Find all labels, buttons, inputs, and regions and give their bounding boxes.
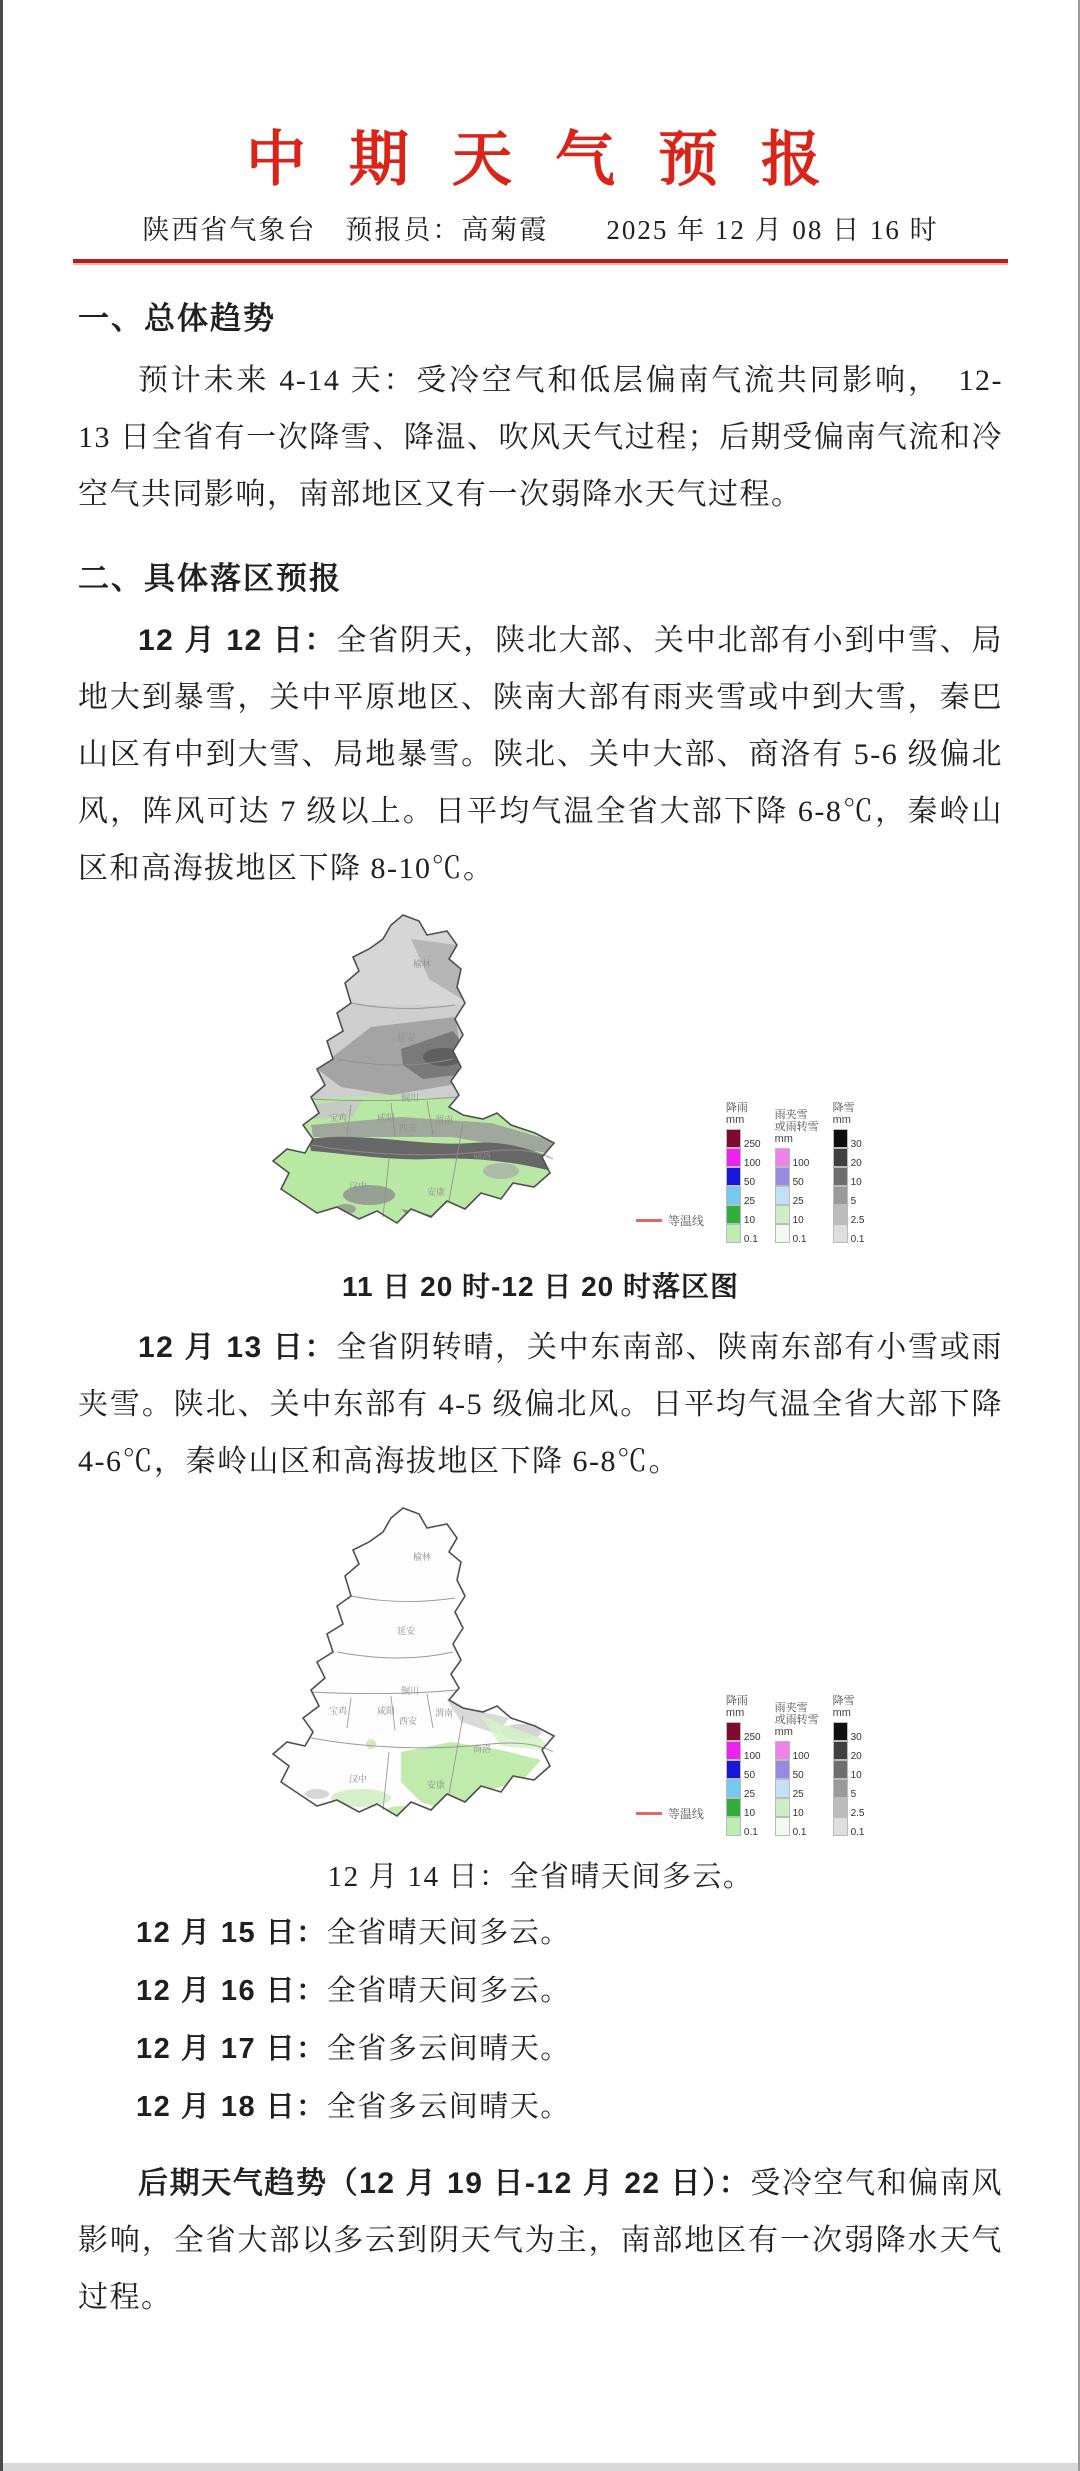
map1-caption: 11 日 20 时-12 日 20 时落区图 (341, 1271, 740, 1302)
legend-rain-unit: mm (725, 1114, 745, 1126)
svg-text:延安: 延安 (396, 1626, 415, 1636)
later-outlook-paragraph (78, 2155, 1003, 2326)
forecast-dec12 (78, 612, 1003, 897)
forecast-dec13 (78, 1319, 1003, 1490)
map1-legend (636, 1102, 865, 1243)
meta-line: 陕西省气象台 预报员：高菊霞 2025 年 12 月 08 日 16 时 (73, 208, 1008, 263)
page-title: 中 期 天 气 预 报 (246, 127, 835, 193)
legend-sleet-subtitle: 或雨转雪 (774, 1714, 819, 1726)
isoline-legend (636, 1212, 704, 1229)
forecast-dec12-date: 12 月 12 日： (138, 624, 337, 657)
legend-sleet-subtitle: 或雨转雪 (774, 1121, 819, 1133)
forecast-dec15-date: 12 月 15 日： (136, 1917, 327, 1949)
svg-text:咸阳: 咸阳 (376, 1706, 395, 1716)
isoline-label: 等温线 (667, 1214, 704, 1228)
forecast-dec13-date: 12 月 13 日： (138, 1331, 337, 1364)
forecast-dec16 (78, 1971, 1003, 2011)
legend-rain-title: 降雨 (725, 1695, 748, 1707)
forecast-dec17-date: 12 月 17 日： (136, 2033, 327, 2065)
svg-text:商洛: 商洛 (472, 1744, 491, 1754)
map2-fill-regions (251, 1502, 571, 1842)
isoline-swatch (636, 1219, 662, 1222)
svg-text:安康: 安康 (426, 1187, 445, 1197)
forecast-dec18-date: 12 月 18 日： (136, 2091, 327, 2123)
section-heading-overall-trend: 一、总体趋势 (78, 301, 276, 336)
legend-rain: 降雨 mm 250 100 50 25 10 0.1 (725, 1102, 761, 1245)
map1-fill-regions (251, 909, 571, 1249)
forecast-dec18 (78, 2087, 1003, 2127)
legend-snow: 降雪 mm 30 20 10 5 2.5 0.1 (832, 1102, 865, 1245)
forecast-dec14-text: 全省晴天间多云。 (509, 1861, 754, 1893)
legend-sleet-unit: mm (774, 1726, 793, 1738)
svg-text:西安: 西安 (398, 1716, 417, 1726)
legend-rain-title: 降雨 (725, 1102, 748, 1114)
svg-text:渭南: 渭南 (434, 1115, 453, 1125)
legend-sleet-title: 雨夹雪 (774, 1109, 808, 1121)
shaanxi-map-dec13 (211, 1502, 611, 1842)
svg-text:宝鸡: 宝鸡 (328, 1706, 347, 1716)
svg-text:宝鸡: 宝鸡 (328, 1113, 347, 1123)
svg-text:榆林: 榆林 (412, 1552, 431, 1562)
isoline-legend (636, 1805, 704, 1822)
legend-snow: 降雪 mm 30 20 10 5 2.5 0.1 (832, 1695, 865, 1838)
isoline-swatch (636, 1812, 662, 1815)
forecast-dec13-text: 全省阴转晴，关中东南部、陕南东部有小雪或雨夹雪。陕北、关中东部有 4-5 级偏北风。日平均气温全省大部下降 4-6℃，秦岭山区和高海拔地区下降 6-8℃。 (78, 1331, 1004, 1478)
legend-sleet: 雨夹雪 或雨转雪 mm 100 50 25 10 0.1 (774, 1702, 819, 1838)
svg-text:商洛: 商洛 (472, 1151, 491, 1161)
svg-text:咸阳: 咸阳 (376, 1113, 395, 1123)
svg-text:安康: 安康 (426, 1780, 445, 1790)
svg-text:榆林: 榆林 (412, 959, 431, 969)
legend-snow-unit: mm (832, 1114, 851, 1126)
legend-rain-unit: mm (725, 1707, 745, 1719)
svg-text:西安: 西安 (398, 1123, 417, 1133)
forecast-dec15-text: 全省晴天间多云。 (326, 1917, 571, 1949)
forecast-dec16-text: 全省晴天间多云。 (326, 1975, 571, 2007)
shaanxi-map-dec12 (211, 909, 611, 1249)
svg-text:铜川: 铜川 (400, 1093, 419, 1103)
page-bottom-edge (3, 2463, 1078, 2471)
forecast-dec17-text: 全省多云间晴天。 (326, 2033, 571, 2065)
precip-map-dec13 (211, 1502, 871, 1842)
map2-legend (636, 1695, 865, 1836)
forecast-dec16-date: 12 月 16 日： (136, 1975, 327, 2007)
legend-sleet-unit: mm (774, 1133, 793, 1145)
forecast-dec14-date: 12 月 14 日： (327, 1861, 510, 1893)
legend-snow-title: 降雪 (832, 1102, 855, 1114)
forecast-dec15 (78, 1913, 1003, 1953)
overall-trend-paragraph: 预计未来 4-14 天：受冷空气和低层偏南气流共同影响， 12-13 日全省有一次降雪、降温、吹风天气过程；后期受偏南气流和冷空气共同影响，南部地区又有一次弱降水天气过程。 (78, 364, 1003, 511)
isoline-label: 等温线 (667, 1807, 704, 1821)
forecast-dec12-text: 全省阴天，陕北大部、关中北部有小到中雪、局地大到暴雪，关中平原地区、陕南大部有雨夹雪或中到大雪，秦巴山区有中到大雪、局地暴雪。陕北、关中大部、商洛有 5-6 级偏北风，阵风可达 7 级以上。日平均气温全省大部下降 6-8℃，秦岭山区和高海拔地区下降 8-10℃。 (78, 624, 1004, 885)
svg-text:渭南: 渭南 (434, 1708, 453, 1718)
legend-rain: 降雨 mm 250 100 50 25 10 0.1 (725, 1695, 761, 1838)
forecast-dec17 (78, 2029, 1003, 2069)
later-outlook-text: 受冷空气和偏南风影响，全省大部以多云到阴天气为主，南部地区有一次弱降水天气过程。 (78, 2167, 1004, 2314)
legend-snow-unit: mm (832, 1707, 851, 1719)
later-outlook-lead: 后期天气趋势（12 月 19 日-12 月 22 日）： (138, 2167, 751, 2200)
section-heading-detail-forecast: 二、具体落区预报 (78, 561, 342, 596)
legend-sleet-title: 雨夹雪 (774, 1702, 808, 1714)
svg-text:汉中: 汉中 (348, 1774, 367, 1784)
svg-text:延安: 延安 (396, 1033, 415, 1043)
legend-sleet: 雨夹雪 或雨转雪 mm 100 50 25 10 0.1 (774, 1109, 819, 1245)
svg-text:汉中: 汉中 (348, 1181, 367, 1191)
forecast-dec14 (3, 1854, 1078, 1895)
legend-snow-title: 降雪 (832, 1695, 855, 1707)
forecast-dec18-text: 全省多云间晴天。 (326, 2091, 571, 2123)
precip-map-dec12 (211, 909, 871, 1249)
svg-text:铜川: 铜川 (400, 1686, 419, 1696)
